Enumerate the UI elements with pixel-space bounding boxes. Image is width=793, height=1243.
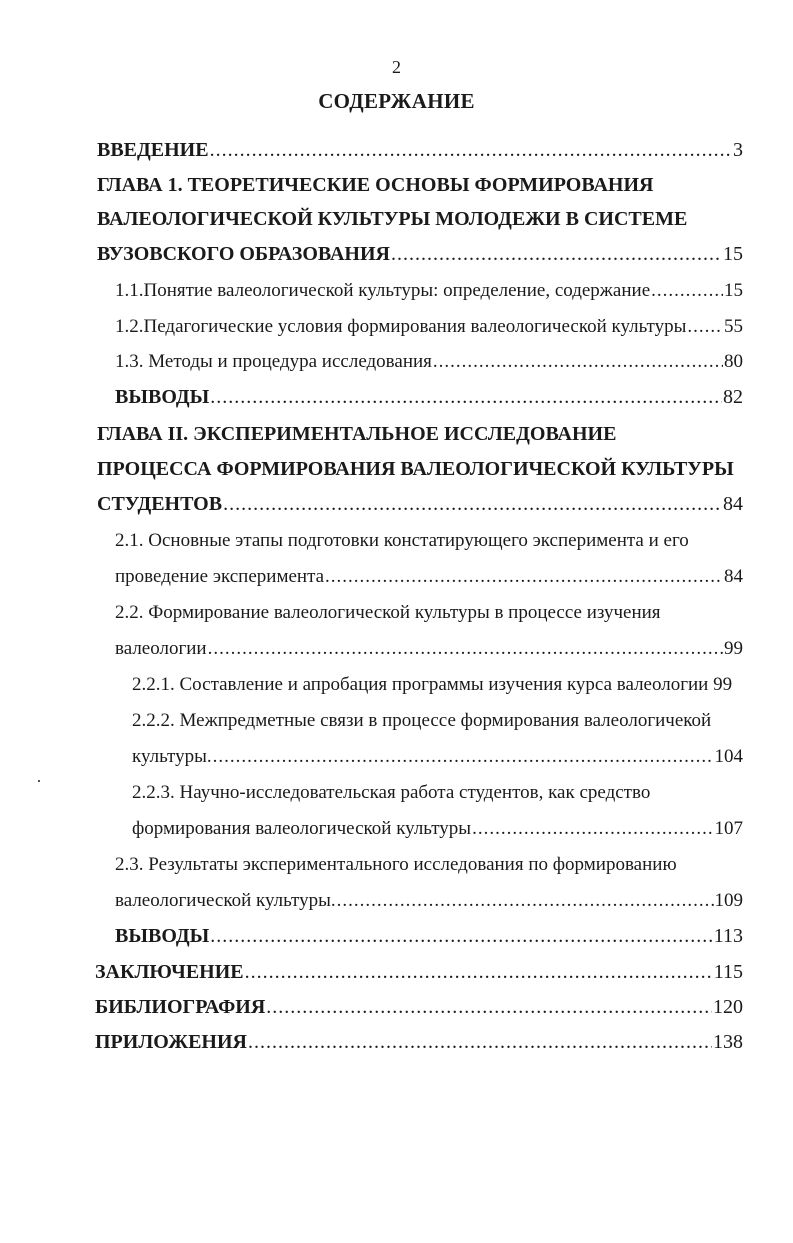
toc-leader-dots [210,383,722,411]
toc-entry-text: ПРИЛОЖЕНИЯ [95,1031,247,1053]
toc-entry-text: 2.3. Результаты экспериментального исследования по формированию [115,854,677,875]
toc-entry-text: ВУЗОВСКОГО ОБРАЗОВАНИЯ [97,243,390,265]
toc-section-2-2-2-line2[interactable] [132,743,743,773]
toc-chapter1-line3[interactable] [97,240,743,270]
toc-leader-dots [337,887,714,915]
toc-entry-page: 107 [714,818,743,839]
toc-entry-page: 120 [713,996,743,1018]
toc-section-2-2-2-line1[interactable] [132,707,743,737]
toc-leader-dots [213,743,714,771]
toc-entry-text: ВЫВОДЫ [115,925,210,947]
toc-leader-dots [391,240,722,268]
toc-section-2-2-3-line1[interactable] [132,779,743,809]
toc-section-1-1[interactable] [115,277,743,307]
toc-entry-text: ВАЛЕОЛОГИЧЕСКОЙ КУЛЬТУРЫ МОЛОДЕЖИ В СИСТЕМЕ [97,208,688,230]
toc-entry-page: 55 [724,316,743,337]
toc-entry-page: 82 [723,386,743,408]
toc-leader-dots [651,277,723,305]
scan-artifact-mark [38,780,40,782]
toc-section-2-1-line2[interactable] [115,563,743,593]
toc-section-2-2-1[interactable] [132,671,743,701]
toc-entry-text: ВЫВОДЫ [115,386,210,408]
toc-section-2-2-line2[interactable] [115,635,743,665]
toc-entry-text: ЗАКЛЮЧЕНИЕ [95,961,244,983]
toc-leader-dots [325,563,723,591]
toc-leader-dots [687,313,723,341]
toc-entry-text: БИБЛИОГРАФИЯ [95,996,266,1018]
page-number: 2 [392,57,401,77]
toc-appendices[interactable] [95,1028,743,1058]
toc-leader-dots [248,1028,712,1056]
toc-leader-dots [472,815,713,843]
toc-entry-text: 1.3. Методы и процедура исследования [115,351,432,372]
toc-entry-page: 99 [724,638,743,659]
toc-section-2-2-line1[interactable] [115,599,743,629]
toc-section-2-2-3-line2[interactable] [132,815,743,845]
toc-entry-text: валеологической культуры. [115,890,336,911]
toc-chapter2-line3[interactable] [97,490,743,520]
toc-entry-page: 84 [723,493,743,515]
toc-entry-page: 15 [724,280,743,301]
toc-entry-text: СТУДЕНТОВ [97,493,223,515]
toc-leader-dots [210,136,732,164]
toc-bibliography[interactable] [95,993,743,1023]
toc-chapter1-line1[interactable] [97,171,743,201]
toc-chapter2-line1[interactable] [97,420,743,450]
toc-entry-page: 115 [713,961,743,983]
toc-leader-dots [223,490,722,518]
toc-section-2-3-line2[interactable] [115,887,743,917]
toc-entry-text: 2.2.2. Межпредметные связи в процессе формирования валеологичекой [132,710,712,731]
toc-entry-text: 2.2.1. Составление и апробация программы изучения курса валеологии 99 [132,674,733,695]
toc-section-1-2[interactable] [115,313,743,343]
page-title: СОДЕРЖАНИЕ [318,89,475,113]
toc-entry-page: 80 [724,351,743,372]
toc-leader-dots [210,922,712,950]
toc-leader-dots [433,348,723,376]
toc-entry-text: ПРОЦЕССА ФОРМИРОВАНИЯ ВАЛЕОЛОГИЧЕСКОЙ КУЛЬТУРЫ [97,458,734,480]
toc-conclusion[interactable] [95,958,743,988]
toc-conclusions-2[interactable] [115,922,743,952]
toc-chapter1-line2[interactable] [97,205,743,235]
toc-entry-page: 113 [713,925,743,947]
toc-conclusions-1[interactable] [115,383,743,413]
toc-entry-page: 138 [713,1031,743,1053]
toc-entry-text: ГЛАВА II. ЭКСПЕРИМЕНТАЛЬНОЕ ИССЛЕДОВАНИЕ [97,423,617,445]
toc-entry-text: 2.2.3. Научно-исследовательская работа студентов, как средство [132,782,651,803]
toc-entry-page: 104 [714,746,743,767]
toc-entry-text: валеологии [115,638,207,659]
toc-section-1-3[interactable] [115,348,743,378]
toc-entry-page: 15 [723,243,743,265]
toc-entry-text: ВВЕДЕНИЕ [97,139,209,161]
toc-entry-text: 1.2.Педагогические условия формирования валеологической культуры [115,316,687,337]
toc-entry-text: 2.2. Формирование валеологической культуры в процессе изучения [115,602,661,623]
toc-chapter2-line2[interactable] [97,455,743,485]
toc-entry-text: ГЛАВА 1. ТЕОРЕТИЧЕСКИЕ ОСНОВЫ ФОРМИРОВАНИЯ [97,174,654,196]
toc-entry-text: проведение эксперимента [115,566,325,587]
toc-entry-text: формирования валеологической культуры [132,818,472,839]
toc-entry-intro[interactable] [97,136,743,166]
toc-section-2-3-line1[interactable] [115,851,743,881]
toc-entry-text: 2.1. Основные этапы подготовки констатирующего эксперимента и его [115,530,689,551]
toc-leader-dots [266,993,712,1021]
toc-entry-page: 109 [714,890,743,911]
toc-entry-page: 84 [724,566,743,587]
toc-entry-text: культуры. [132,746,212,767]
toc-entry-text: 1.1.Понятие валеологической культуры: определение, содержание [115,280,651,301]
toc-entry-page: 3 [733,139,743,161]
toc-leader-dots [245,958,713,986]
toc-section-2-1-line1[interactable] [115,527,743,557]
toc-leader-dots [208,635,723,663]
